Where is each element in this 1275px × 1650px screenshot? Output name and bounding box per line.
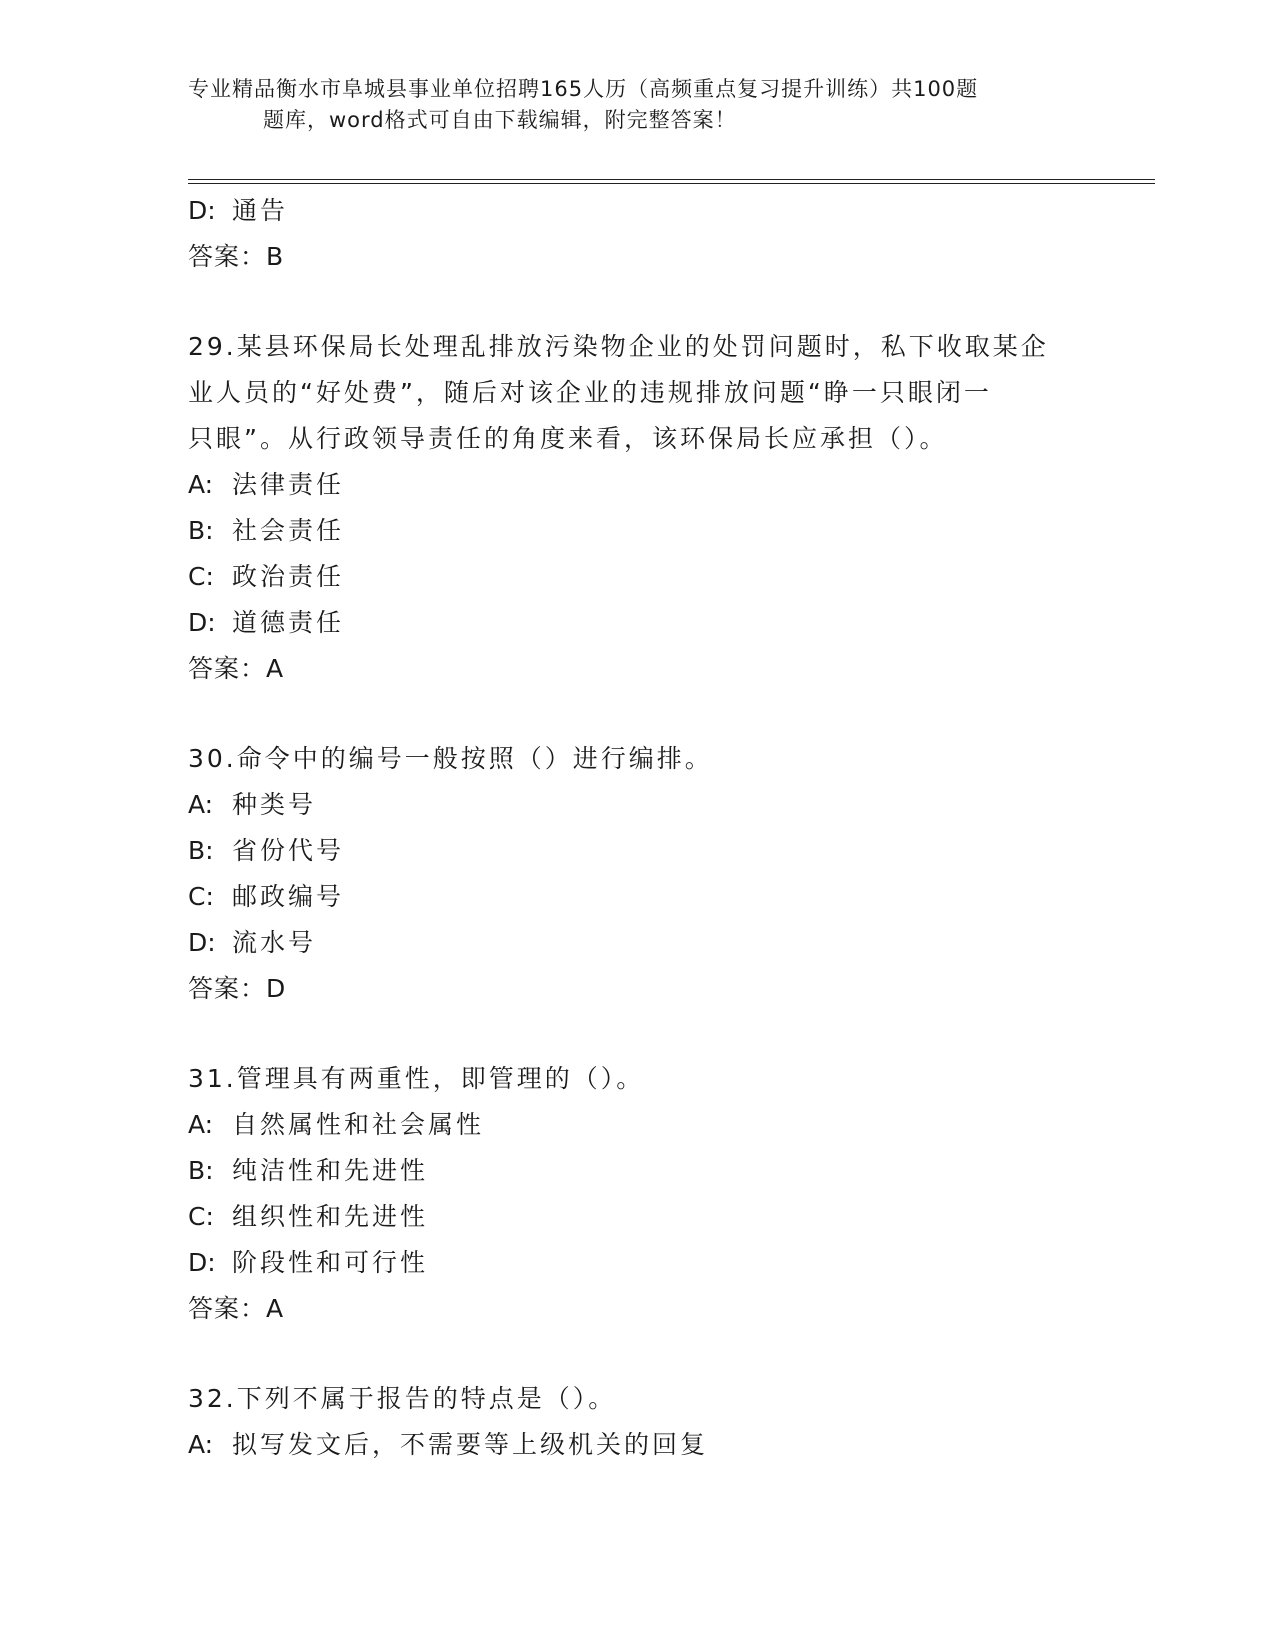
question-stem-line: 只眼”。从行政领导责任的角度来看，该环保局长应承担（）。	[188, 424, 948, 453]
question-32	[188, 1376, 1088, 1468]
option-label: C:	[188, 562, 214, 591]
option-text: 拟写发文后，不需要等上级机关的回复	[232, 1430, 709, 1459]
option-label: C:	[188, 1202, 214, 1231]
option-label: D:	[188, 928, 216, 957]
option-text: 自然属性和社会属性	[232, 1110, 485, 1139]
option-text: 组织性和先进性	[232, 1202, 429, 1231]
spacer	[188, 1332, 1088, 1376]
option-a	[188, 462, 1088, 508]
option-label: B:	[188, 516, 214, 545]
spacer	[188, 280, 1088, 324]
option-b	[188, 828, 1088, 874]
spacer	[188, 1012, 1088, 1056]
option-label: A:	[188, 790, 214, 819]
option-label: A:	[188, 1430, 214, 1459]
option-d	[188, 920, 1088, 966]
option-label: D:	[188, 608, 216, 637]
option-text: 社会责任	[232, 516, 345, 545]
header-divider-top	[188, 179, 1155, 180]
option-d	[188, 600, 1088, 646]
option-label: B:	[188, 1156, 214, 1185]
option-text: 道德责任	[232, 608, 345, 637]
option-label: B:	[188, 836, 214, 865]
answer: 答案：A	[188, 654, 285, 683]
option-label: A:	[188, 470, 214, 499]
option-text: 种类号	[232, 790, 317, 819]
option-d	[188, 1240, 1088, 1286]
question-30	[188, 736, 1088, 1012]
question-29	[188, 324, 1088, 692]
question-stem-line: 32.下列不属于报告的特点是（）。	[188, 1384, 617, 1413]
option-label: A:	[188, 1110, 214, 1139]
option-label: D:	[188, 1248, 216, 1277]
answer: 答案：B	[188, 242, 285, 271]
question-31	[188, 1056, 1088, 1332]
option-b	[188, 1148, 1088, 1194]
option-b	[188, 508, 1088, 554]
option-a	[188, 782, 1088, 828]
option-a	[188, 1102, 1088, 1148]
option-a	[188, 1422, 1088, 1468]
header-title-line-2: 题库，word格式可自由下载编辑，附完整答案！	[263, 108, 737, 132]
option-text: 法律责任	[232, 470, 345, 499]
option-text: 政治责任	[232, 562, 345, 591]
header-title-line-1: 专业精品衡水市阜城县事业单位招聘165人历（高频重点复习提升训练）共100题	[188, 77, 979, 101]
option-label: D:	[188, 196, 216, 225]
question-stem-line: 业人员的“好处费”，随后对该企业的违规排放问题“睁一只眼闭一	[188, 378, 992, 407]
answer: 答案：A	[188, 1294, 285, 1323]
option-text: 邮政编号	[232, 882, 345, 911]
option-c	[188, 554, 1088, 600]
question-stem-line: 31.管理具有两重性，即管理的（）。	[188, 1064, 645, 1093]
question-stem-line: 30.命令中的编号一般按照（）进行编排。	[188, 744, 713, 773]
header-divider-bottom	[188, 183, 1155, 184]
option-label: C:	[188, 882, 214, 911]
page-header	[188, 74, 1088, 136]
option-text: 流水号	[232, 928, 317, 957]
option-text: 通告	[232, 196, 289, 225]
option-text: 阶段性和可行性	[232, 1248, 429, 1277]
question-content	[188, 188, 1088, 1468]
question-stem-line: 29.某县环保局长处理乱排放污染物企业的处罚问题时，私下收取某企	[188, 332, 1049, 361]
spacer	[188, 692, 1088, 736]
option-text: 纯洁性和先进性	[232, 1156, 429, 1185]
option-c	[188, 874, 1088, 920]
option-c	[188, 1194, 1088, 1240]
question-28-continuation	[188, 188, 1088, 280]
option-text: 省份代号	[232, 836, 345, 865]
option-d	[188, 188, 1088, 234]
answer: 答案：D	[188, 974, 287, 1003]
